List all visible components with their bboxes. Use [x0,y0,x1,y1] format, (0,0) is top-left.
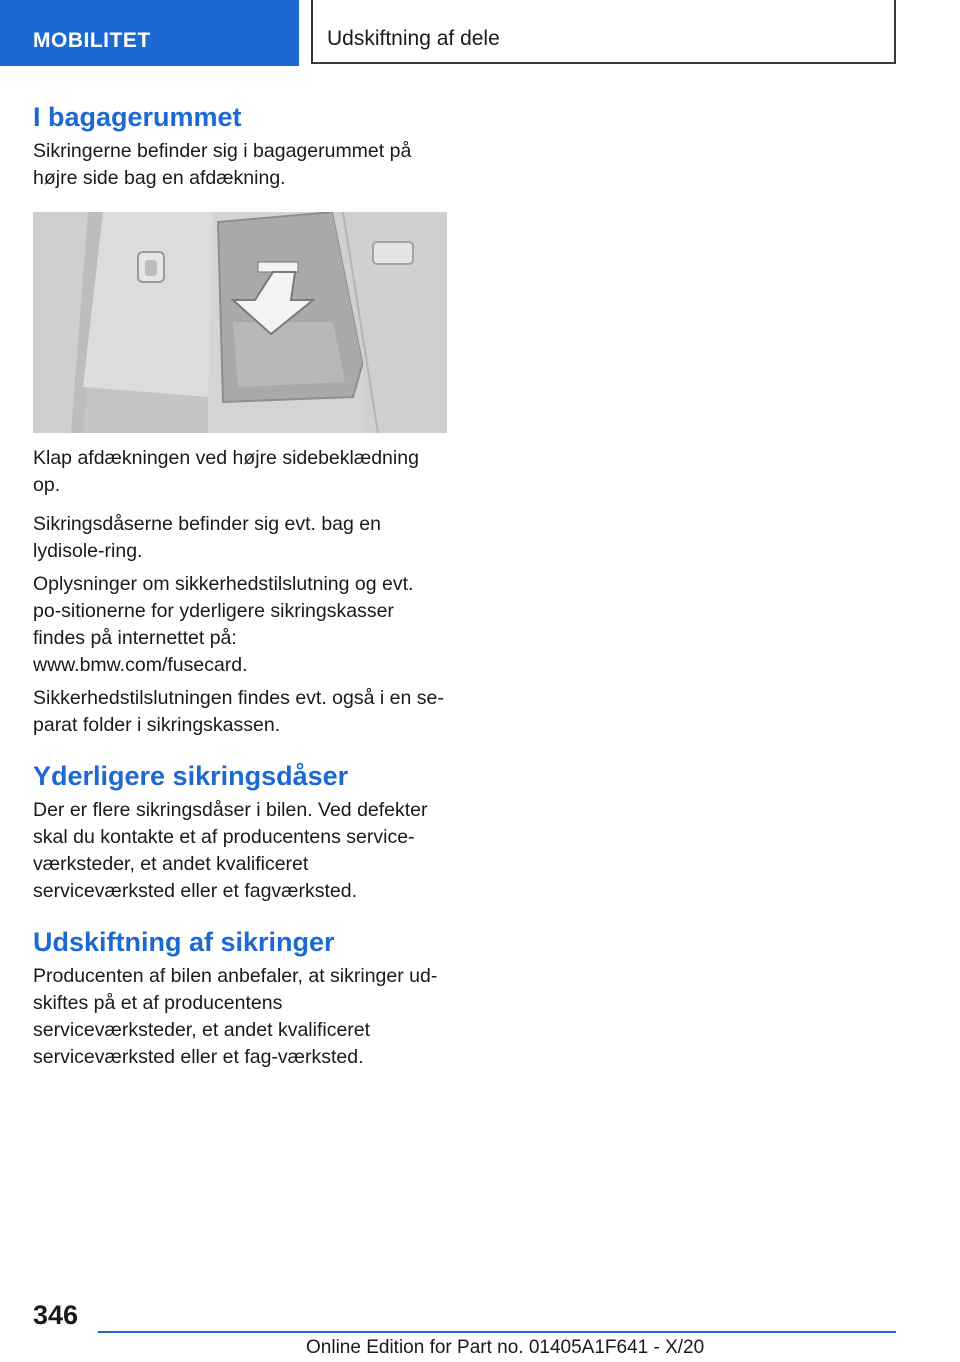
page-number: 346 [33,1300,79,1330]
paragraph-insulation: Sikringsdåserne befinder sig evt. bag en lydisole-ring. [33,513,381,562]
chapter-title: Udskiftning af dele [311,0,896,64]
section-tab: MOBILITET [0,0,299,66]
trunk-illustration [33,212,447,433]
content-column [33,100,447,1071]
edition-note: Online Edition for Part no. 01405A1F641 - X/20 [306,1337,705,1358]
heading-trunk: I bagagerummet [33,102,242,132]
paragraph-folder: Sikkerhedstilslutningen findes evt. også i en se-parat folder i sikringskassen. [33,687,444,736]
figure-caption: Klap afdækningen ved højre sidebeklædning op. [33,447,419,496]
trunk-illustration-svg [33,212,447,433]
page-header [0,0,960,66]
trunk-intro: Sikringerne befinder sig i bagagerummet på højre side bag en afdækning. [33,140,412,189]
paragraph-fusecard: Oplysninger om sikkerhedstilslutning og evt. po-sitionerne for yderligere sikringskasser findes på internettet på: www.bmw.com/fusecard. [33,573,414,676]
additional-fuse-boxes-text: Der er flere sikringsdåser i bilen. Ved defekter skal du kontakte et af producentens service-værksteder, et andet kvalificeret serviceværksted eller et fagværksted. [33,799,428,902]
heading-additional-fuse-boxes: Yderligere sikringsdåser [33,761,349,791]
heading-replacing-fuses: Udskiftning af sikringer [33,927,335,957]
footer-rule [98,1331,896,1333]
replacing-fuses-text: Producenten af bilen anbefaler, at sikringer ud-skiftes på et af producentens serviceværksteder, et andet kvalificeret serviceværksted eller et fag-værksted. [33,965,438,1068]
